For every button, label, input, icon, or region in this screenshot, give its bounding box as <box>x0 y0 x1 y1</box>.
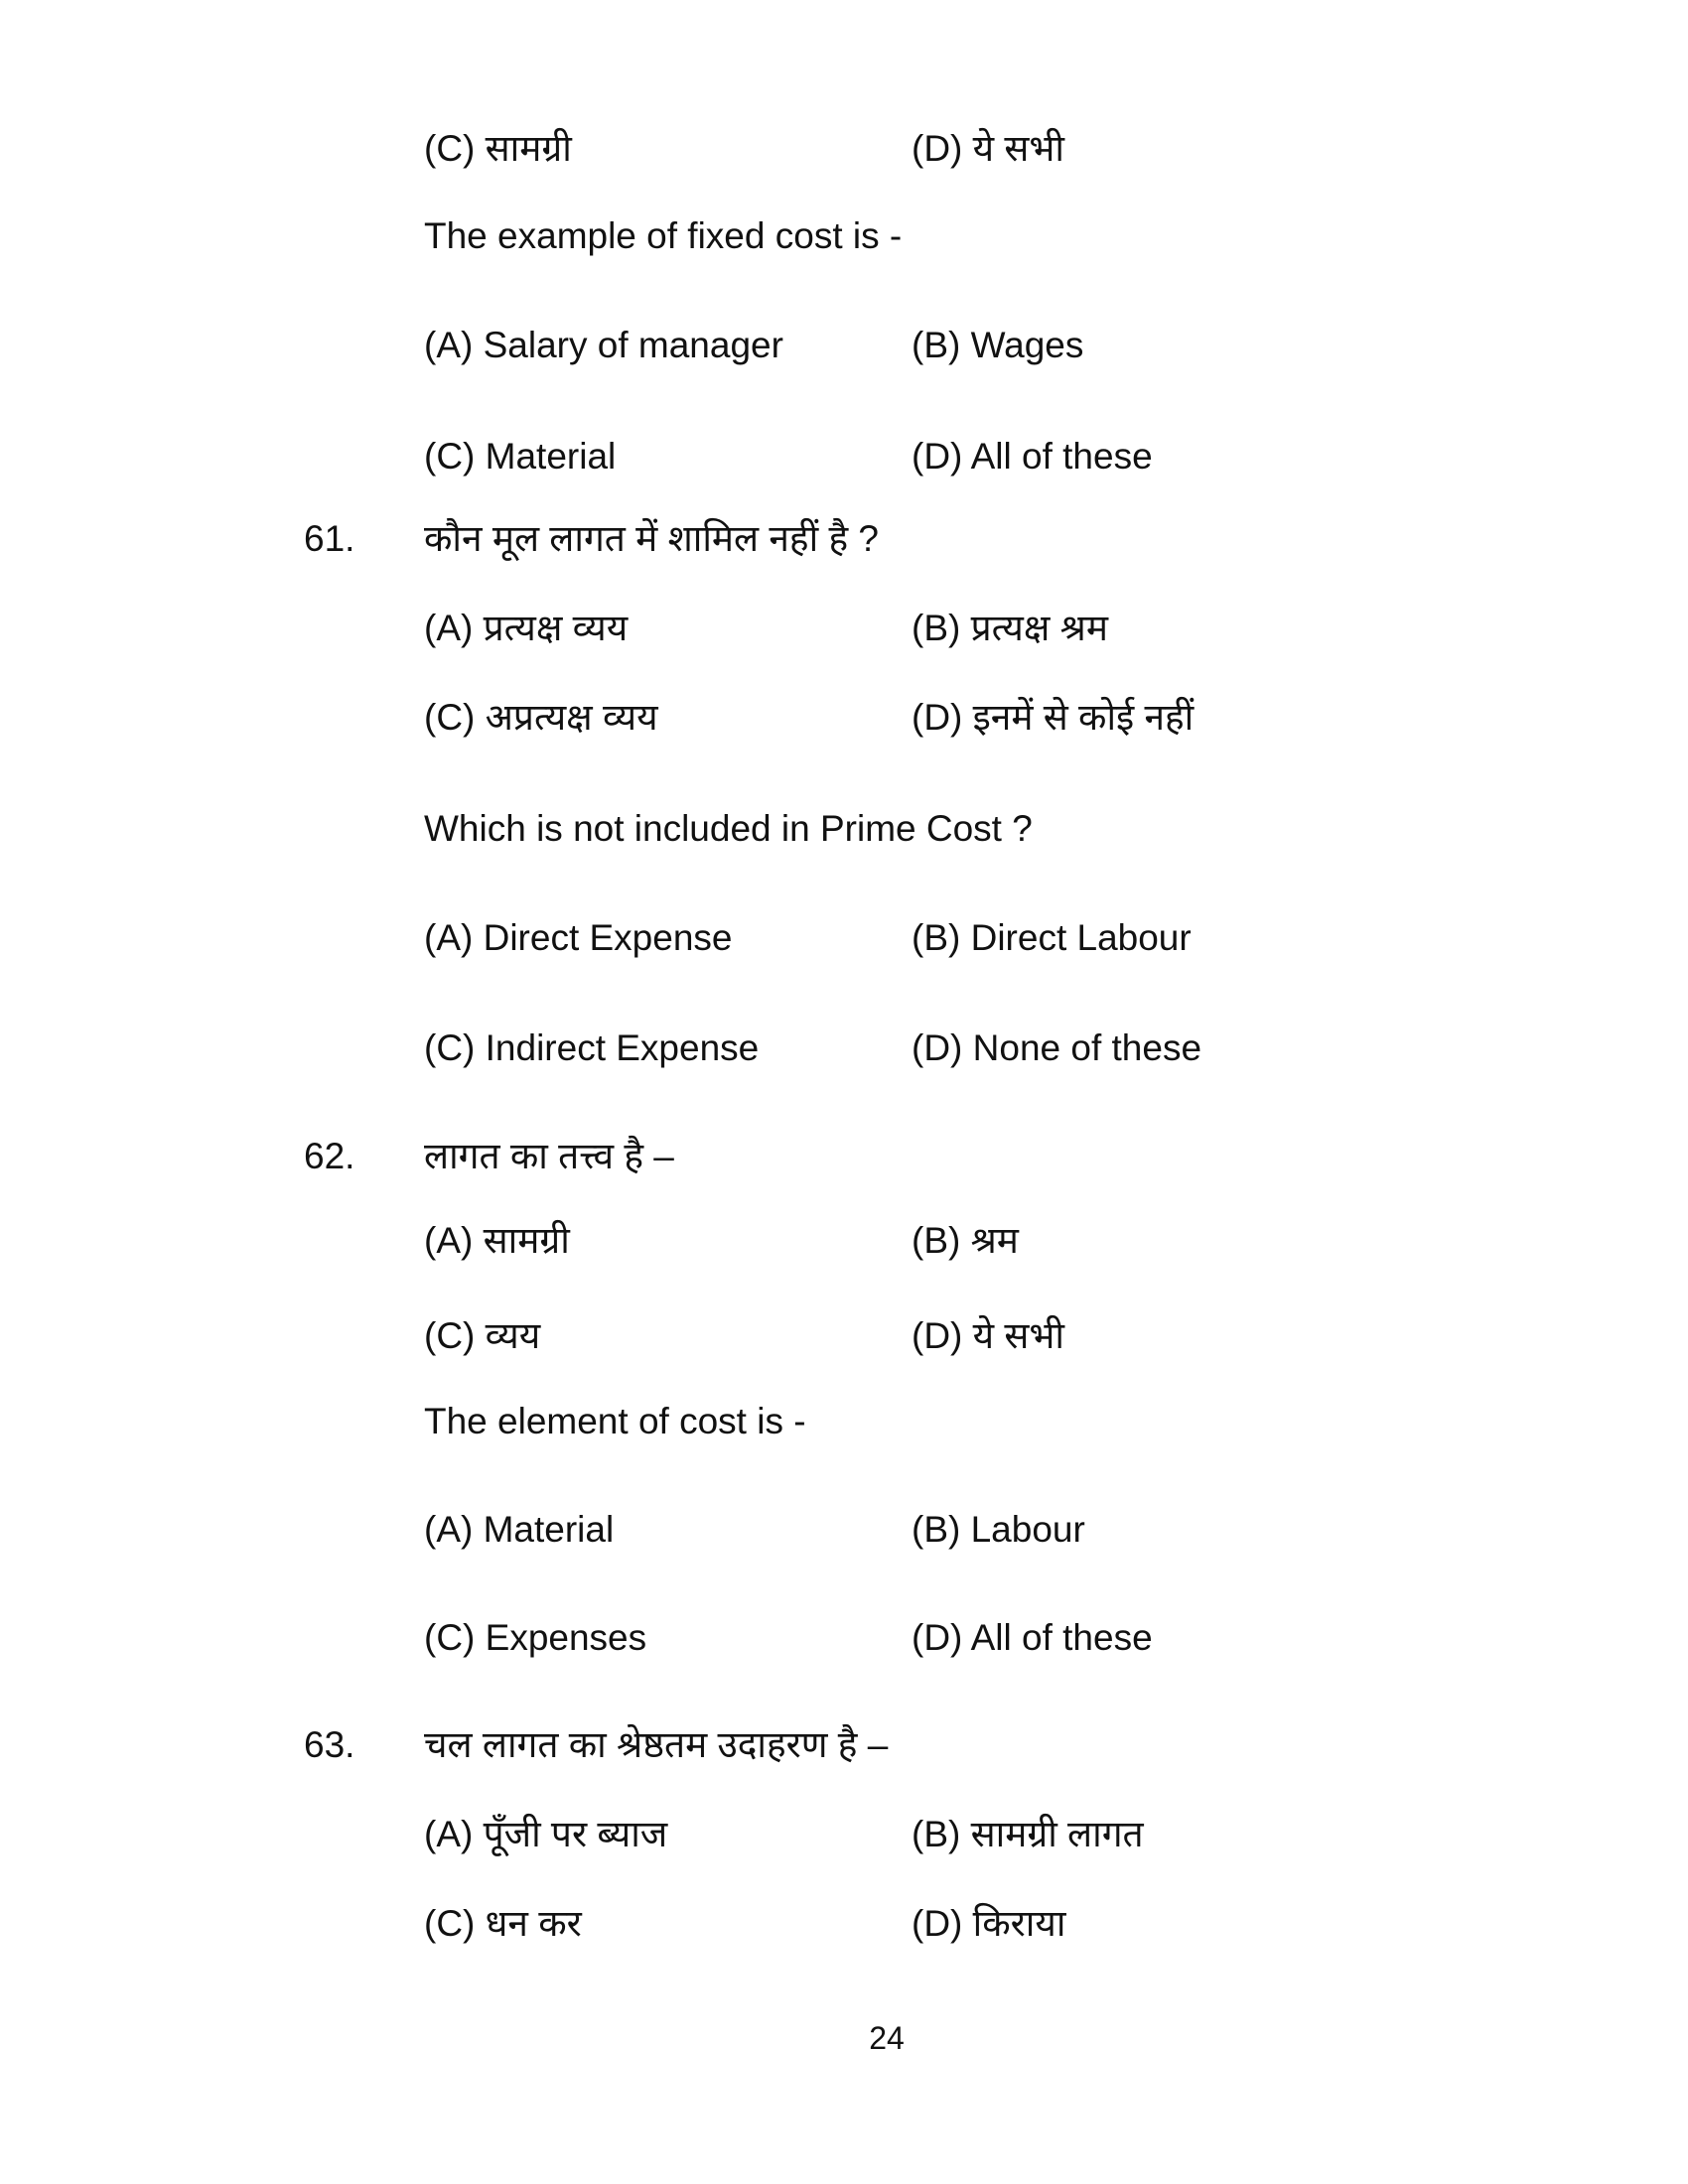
option-d: (D) इनमें से कोई नहीं <box>912 697 1195 738</box>
question-text-hindi: लागत का तत्त्व है – <box>424 1136 674 1176</box>
option-c: (C) Material <box>424 436 617 477</box>
option-d: (D) ये सभी <box>912 128 1064 169</box>
question-62-row <box>0 1131 1688 1182</box>
option-d: (D) All of these <box>912 436 1153 477</box>
option-a: (A) प्रत्यक्ष व्यय <box>424 608 629 648</box>
option-c: (C) Indirect Expense <box>424 1027 760 1068</box>
question-text-english: Which is not included in Prime Cost ? <box>424 808 1033 849</box>
options-row <box>0 912 1688 964</box>
option-c: (C) धन कर <box>424 1903 582 1944</box>
option-d: (D) ये सभी <box>912 1315 1064 1356</box>
question-text-english: The element of cost is - <box>424 1401 806 1441</box>
option-c: (C) सामग्री <box>424 128 572 169</box>
option-c: (C) Expenses <box>424 1617 647 1658</box>
question-number: 61. <box>304 518 355 559</box>
options-row <box>0 431 1688 482</box>
question-text-row <box>0 803 1688 855</box>
question-text-hindi: कौन मूल लागत में शामिल नहीं है ? <box>424 518 879 559</box>
option-a: (A) Material <box>424 1509 615 1550</box>
options-row <box>0 1612 1688 1664</box>
question-text-row <box>0 210 1688 262</box>
option-d: (D) All of these <box>912 1617 1153 1658</box>
options-row <box>0 1310 1688 1362</box>
option-b: (B) Wages <box>912 325 1084 365</box>
question-61-row <box>0 513 1688 565</box>
question-number: 63. <box>304 1724 355 1765</box>
options-row <box>0 1215 1688 1267</box>
option-a: (A) Direct Expense <box>424 917 733 958</box>
options-row <box>0 692 1688 744</box>
question-number: 62. <box>304 1136 355 1176</box>
option-b: (B) श्रम <box>912 1220 1019 1261</box>
option-a: (A) सामग्री <box>424 1220 570 1261</box>
options-row <box>0 123 1688 175</box>
options-row <box>0 320 1688 371</box>
option-a: (A) पूँजी पर ब्याज <box>424 1814 668 1854</box>
option-b: (B) Labour <box>912 1509 1085 1550</box>
option-d: (D) किराया <box>912 1903 1066 1944</box>
question-text-row <box>0 1396 1688 1447</box>
options-row <box>0 1809 1688 1860</box>
option-b: (B) सामग्री लागत <box>912 1814 1144 1854</box>
options-row <box>0 603 1688 654</box>
page-number: 24 <box>869 2020 905 2056</box>
option-c: (C) अप्रत्यक्ष व्यय <box>424 697 658 738</box>
question-text-hindi: चल लागत का श्रेष्ठतम उदाहरण है – <box>424 1724 889 1765</box>
question-63-row <box>0 1719 1688 1771</box>
option-c: (C) व्यय <box>424 1315 541 1356</box>
options-row <box>0 1898 1688 1950</box>
option-d: (D) None of these <box>912 1027 1202 1068</box>
question-text-english: The example of fixed cost is - <box>424 215 903 256</box>
options-row <box>0 1504 1688 1556</box>
option-a: (A) Salary of manager <box>424 325 783 365</box>
option-b: (B) प्रत्यक्ष श्रम <box>912 608 1108 648</box>
option-b: (B) Direct Labour <box>912 917 1192 958</box>
options-row <box>0 1023 1688 1074</box>
